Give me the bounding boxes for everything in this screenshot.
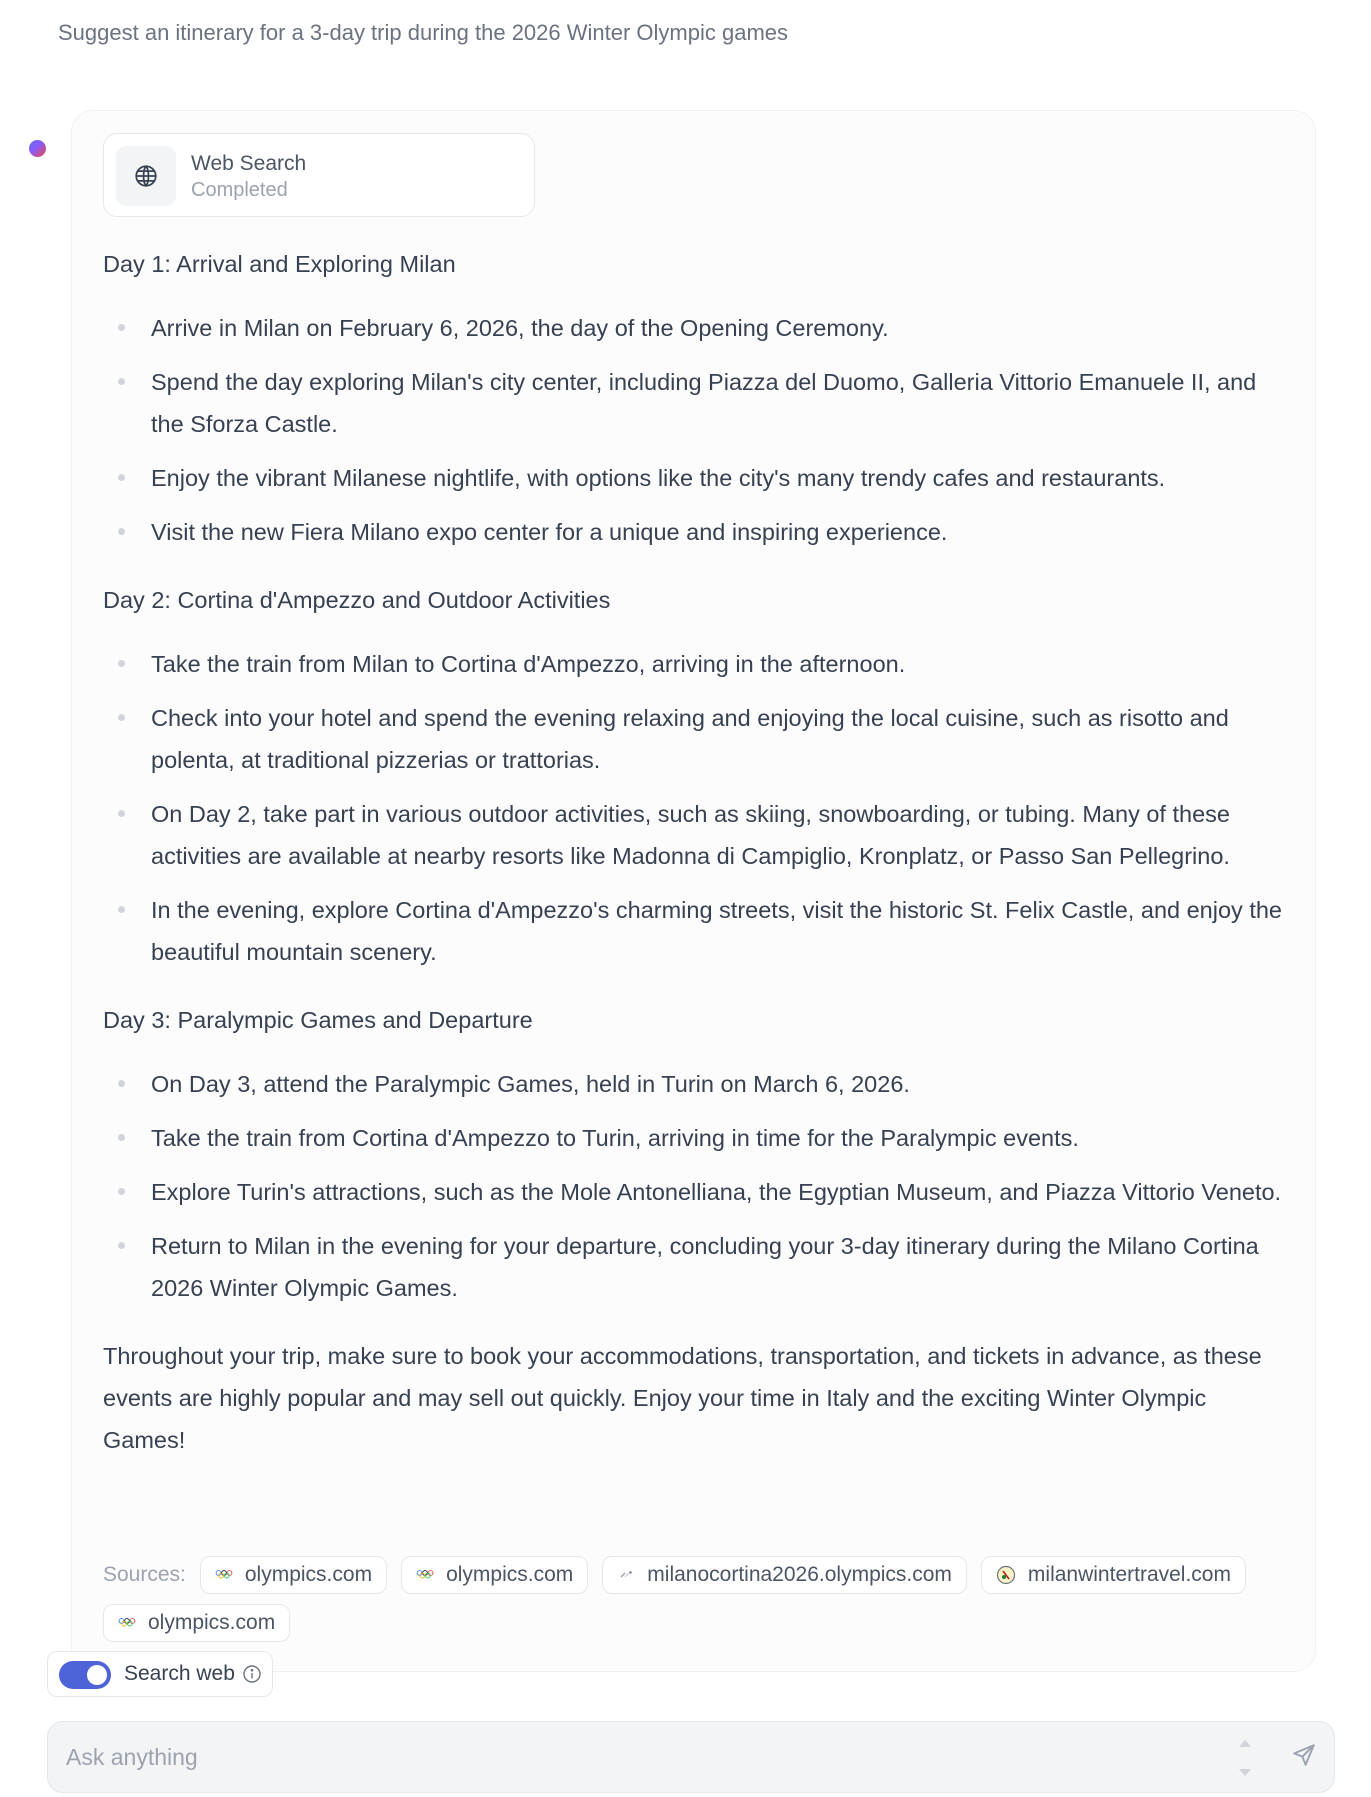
- bullet: [118, 660, 125, 667]
- list-item: Take the train from Cortina d'Ampezzo to Turin, arriving in time for the Paralympic events.: [103, 1117, 1293, 1159]
- list-item: Visit the new Fiera Milano expo center for a unique and inspiring experience.: [103, 511, 1293, 553]
- user-prompt: Suggest an itinerary for a 3-day trip during the 2026 Winter Olympic games: [58, 20, 789, 45]
- source-chip[interactable]: milanocortina2026.olympics.com: [602, 1556, 967, 1594]
- list-item: In the evening, explore Cortina d'Ampezzo's charming streets, visit the historic St. Felix Castle, and enjoy the beautiful mountain scenery.: [103, 889, 1293, 973]
- bullet: [118, 1080, 125, 1087]
- bullet: [118, 1134, 125, 1141]
- bullet: [118, 378, 125, 385]
- toggle-knob: [87, 1665, 107, 1685]
- list-item: Take the train from Milan to Cortina d'Ampezzo, arriving in the afternoon.: [103, 643, 1293, 685]
- bullet: [118, 324, 125, 331]
- closing-paragraph: Throughout your trip, make sure to book your accommodations, transportation, and tickets in advance, as these events are highly popular and may sell out quickly. Enjoy your time in Italy and the exciting Winter Olympic Games!: [103, 1343, 1262, 1453]
- scroll-stepper-icon[interactable]: [1236, 1732, 1254, 1784]
- answer-content: [103, 243, 1293, 1461]
- assistant-avatar: [29, 140, 46, 157]
- info-icon[interactable]: [242, 1664, 262, 1684]
- answer-card: [71, 110, 1316, 1672]
- bullet: [118, 528, 125, 535]
- source-chip[interactable]: olympics.com: [103, 1604, 290, 1642]
- list-item: Return to Milan in the evening for your departure, concluding your 3-day itinerary during the Milano Cortina 2026 Winter Olympic Games.: [103, 1225, 1293, 1309]
- list-item: Spend the day exploring Milan's city center, including Piazza del Duomo, Galleria Vittorio Emanuele II, and the Sforza Castle.: [103, 361, 1293, 445]
- search-web-toggle[interactable]: [47, 1651, 273, 1697]
- tool-icon-container: [116, 146, 176, 206]
- tool-status: Completed: [191, 179, 288, 201]
- list-item: Arrive in Milan on February 6, 2026, the day of the Opening Ceremony.: [103, 307, 1293, 349]
- day-1-list: [103, 307, 1293, 553]
- olympic-rings-icon: [215, 1569, 233, 1581]
- list-item: Check into your hotel and spend the evening relaxing and enjoying the local cuisine, such as risotto and polenta, at traditional pizzerias or trattorias.: [103, 697, 1293, 781]
- web-search-tool-card[interactable]: [103, 133, 535, 217]
- bullet: [118, 1242, 125, 1249]
- source-chip[interactable]: milanwintertravel.com: [981, 1556, 1246, 1594]
- bullet: [118, 1188, 125, 1195]
- send-icon[interactable]: [1291, 1742, 1317, 1768]
- toggle-switch[interactable]: [59, 1661, 111, 1689]
- source-chip[interactable]: olympics.com: [200, 1556, 387, 1594]
- bullet: [118, 474, 125, 481]
- source-chip[interactable]: olympics.com: [401, 1556, 588, 1594]
- day-3-list: [103, 1063, 1293, 1309]
- list-item: On Day 2, take part in various outdoor activities, such as skiing, snowboarding, or tubing. Many of these activities are available at nearby resorts like Madonna di Campiglio, Kronplatz, or Passo San Pellegrino.: [103, 793, 1293, 877]
- list-item: Enjoy the vibrant Milanese nightlife, with options like the city's many trendy cafes and restaurants.: [103, 457, 1293, 499]
- day-3-heading: Day 3: Paralympic Games and Departure: [103, 1007, 533, 1033]
- milan-crest-icon: [996, 1565, 1016, 1585]
- olympic-rings-icon: [118, 1617, 136, 1629]
- day-2-list: [103, 643, 1293, 973]
- globe-icon: [133, 163, 159, 189]
- ask-input[interactable]: [48, 1722, 1218, 1792]
- bullet: [118, 906, 125, 913]
- list-item: On Day 3, attend the Paralympic Games, held in Turin on March 6, 2026.: [103, 1063, 1293, 1105]
- list-item: Explore Turin's attractions, such as the Mole Antonelliana, the Egyptian Museum, and Piazza Vittorio Veneto.: [103, 1171, 1293, 1213]
- sources-row: [103, 1556, 1303, 1642]
- bullet: [118, 714, 125, 721]
- tool-title: Web Search: [191, 152, 307, 175]
- sources-label: Sources:: [103, 1563, 186, 1586]
- olympic-rings-icon: [416, 1569, 434, 1581]
- day-1-heading: Day 1: Arrival and Exploring Milan: [103, 251, 456, 277]
- milano-cortina-icon: [617, 1569, 635, 1581]
- bullet: [118, 810, 125, 817]
- day-2-heading: Day 2: Cortina d'Ampezzo and Outdoor Activities: [103, 587, 611, 613]
- search-web-label: Search web: [124, 1662, 235, 1685]
- composer: [47, 1721, 1335, 1793]
